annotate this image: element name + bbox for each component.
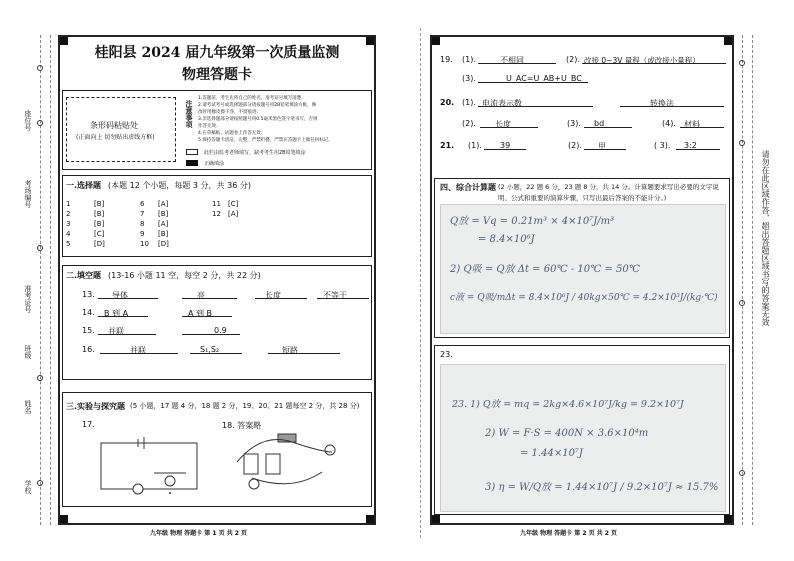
section2-title: 二.填空题 [66, 271, 102, 280]
hand-23-line-3: = 1.44×10⁷J [520, 448, 583, 459]
corner-mark [60, 515, 68, 523]
section3-desc: (5 小题，17 题 4 分，18 题 2 分，19、20、21 题每空 2 分，共 28 分) [130, 402, 360, 410]
class-label: 班级 [24, 345, 32, 359]
section4-title: 四、综合计算题 [440, 183, 496, 192]
q17-label: 17. [82, 420, 95, 429]
choice-question-number: 7 [140, 210, 145, 218]
choice-answer-bubble[interactable]: [D] [94, 240, 105, 248]
exam-subtitle: 物理答题卡 [182, 67, 252, 83]
choice-answer-bubble[interactable]: [B] [158, 210, 169, 218]
q15-number: 15. [82, 326, 95, 335]
choice-answer-bubble[interactable]: [A] [158, 200, 169, 208]
q19-answer-1: 不相同 [500, 56, 524, 65]
q13-answer-2: 亮 [197, 291, 205, 300]
corner-mark [724, 37, 732, 45]
q13-answer-1: 导体 [112, 291, 128, 300]
hand-23-line-4: 3) η = W/Q放 = 1.44×10⁷J / 9.2×10⁷J ≈ 15.7% [485, 482, 719, 493]
choice-answer-bubble[interactable]: [A] [228, 210, 239, 218]
room-label: 考场编号 [24, 180, 32, 208]
section4-desc: (2 小题，22 题 6 分，23 题 8 分，共 14 分。计算题要求写出必要的文字说明、公式和重要的演算步骤，只写出最后答案的不能计分。) [498, 183, 719, 202]
choice-answer-bubble[interactable]: [B] [94, 210, 105, 218]
seat-label: 座位号 [24, 110, 32, 131]
section-fill-blank [62, 265, 372, 380]
q20-number: 20. [440, 98, 455, 107]
page1-footer: 九年级 物理 答题卡 第 1 页 共 2 页 [150, 530, 248, 537]
hand-22-line-4: c液 = Q吸/mΔt = 8.4×10⁶J / 40kg×50℃ = 4.2×10³J/(kg·℃) [450, 293, 718, 303]
binding-hole [37, 480, 43, 486]
choice-question-number: 4 [66, 230, 71, 238]
q20-answer-4: bd [594, 119, 605, 128]
choice-answer-bubble[interactable]: [A] [158, 220, 169, 228]
binding-hole [37, 120, 43, 126]
q19-answer-2: 改接 0~3V 量程（或改接小量程） [584, 56, 700, 65]
notice-line: 改时用橡皮擦干净，不留痕迹； [198, 110, 261, 115]
circuit-diagram-q18 [232, 432, 344, 496]
q21-answer-2: 甲 [598, 142, 606, 151]
choice-answer-bubble[interactable]: [D] [158, 240, 169, 248]
q21-number: 21. [440, 141, 455, 150]
q13-answer-4: 不等于 [323, 291, 347, 300]
q16-number: 16. [82, 345, 95, 354]
school-label: 学校 [24, 480, 32, 494]
q15-answer-2: 0.9 [214, 326, 227, 335]
notice-line: 作答无效； [198, 124, 221, 129]
fill-note: 正确填涂 [204, 161, 225, 167]
corner-mark [366, 515, 374, 523]
barcode-label: 条形码粘贴处 [90, 121, 138, 130]
binding-hole [37, 245, 43, 251]
choice-question-number: 2 [66, 210, 71, 218]
q14-number: 14. [82, 308, 95, 317]
q13-number: 13. [82, 290, 95, 299]
q20-answer-5: 材料 [684, 120, 700, 129]
binding-hole [37, 65, 43, 71]
choice-answer-bubble[interactable]: [C] [228, 200, 239, 208]
choice-answer-bubble[interactable]: [B] [94, 220, 105, 228]
notice-line: 2.请考试考号或选择题部分请按题号用2B铅笔填涂方框，修 [198, 103, 317, 108]
right-side-note: 请勿在此区域作答，超出答题区域书写的答案无效 [761, 150, 770, 326]
section2-desc: (13-16 小题 11 空，每空 2 分，共 22 分) [108, 271, 261, 280]
binding-hole [37, 375, 43, 381]
page2-footer: 九年级 物理 答题卡 第 2 页 共 2 页 [520, 530, 618, 537]
q14-answer-2: A 到 B [188, 309, 213, 318]
corner-mark [432, 515, 440, 523]
hand-23-line-2: 2) W = F·S = 400N × 3.6×10⁴m [485, 428, 649, 439]
q16-answer-3: 短路 [282, 346, 298, 355]
section3-title: 三.实验与探究题 [66, 402, 126, 411]
section1-desc: (本题 12 个小题，每题 3 分，共 36 分) [108, 181, 251, 190]
q19-answer-3: U_AC=U_AB+U_BC [506, 74, 582, 83]
circuit-diagram-q17 [98, 435, 204, 495]
choice-question-number: 9 [140, 230, 145, 238]
choice-question-number: 10 [140, 240, 149, 248]
hand-22-line-1: Q放 = Vq = 0.21m³ × 4×10⁷J/m³ [450, 216, 615, 227]
hand-22-line-3: 2) Q吸 = Q放 Δt = 60℃ - 10℃ = 50℃ [450, 264, 640, 275]
q21-answer-3: 3:2 [684, 141, 697, 150]
q18-label: 18. 答案略 [222, 421, 262, 430]
hand-23-line-1: 23. 1) Q放 = mq = 2kg×4.6×10⁷J/kg = 9.2×10⁷J [452, 399, 684, 410]
q20-answer-1: 电流表示数 [482, 99, 522, 108]
name-label: 姓名 [24, 400, 32, 414]
choice-question-number: 6 [140, 200, 145, 208]
notice-line: 4.在草稿纸、试题卷上作答无效； [198, 131, 266, 136]
q16-answer-2: S₁,S₂ [200, 345, 220, 354]
q16-answer-1: 并联 [130, 346, 146, 355]
corner-mark [432, 37, 440, 45]
notice-title: 注意事项 [185, 100, 193, 128]
q13-answer-3: 长度 [265, 291, 281, 300]
choice-answer-bubble[interactable]: [B] [158, 230, 169, 238]
section1-title: 一.选择题 [66, 181, 102, 190]
binding-hole [739, 300, 745, 306]
hand-22-line-2: = 8.4×10⁶J [478, 234, 535, 245]
notice-line: 1.答题前，考生先将自己的姓名、准考证号填写清楚， [198, 96, 306, 101]
exam-no-label: 准考证号 [24, 285, 32, 313]
q14-answer-1: B 到 A [104, 309, 129, 318]
q23-label: 23. [440, 350, 453, 359]
choice-question-number: 5 [66, 240, 71, 248]
binding-hole [739, 470, 745, 476]
binding-hole [739, 140, 745, 146]
absent-checkbox[interactable] [186, 149, 198, 155]
notice-line: 3.非选择题部分请按照题号用0.5毫米黑色签字笔书写，否则 [198, 117, 318, 122]
q19-number: 19. [440, 55, 453, 64]
notice-line: 5.保持答题卡清洁，完整，严禁折叠，严禁在答题卡上做任何标记。 [198, 138, 333, 143]
notice-lines [198, 95, 370, 144]
choice-question-number: 12 [212, 210, 221, 218]
choice-answer-bubble[interactable]: [B] [94, 200, 105, 208]
choice-question-number: 3 [66, 220, 71, 228]
absent-note: 此栏由监考老师填写，缺考考生用2B铅笔填涂 [204, 150, 306, 156]
choice-question-number: 11 [212, 200, 221, 208]
binding-hole [739, 60, 745, 66]
exam-title: 桂阳县 2024 届九年级第一次质量监测 [94, 45, 340, 61]
barcode-note: (正面向上 切勿贴出虚线方框) [76, 134, 155, 141]
choice-question-number: 8 [140, 220, 145, 228]
q20-answer-3: 长度 [495, 120, 511, 129]
q21-answer-1: 39 [500, 141, 511, 150]
filled-example [186, 160, 198, 166]
q20-answer-2: 转换法 [650, 99, 674, 108]
choice-answer-bubble[interactable]: [C] [94, 230, 105, 238]
corner-mark [724, 515, 732, 523]
choice-question-number: 1 [66, 200, 71, 208]
q15-answer-1: 并联 [108, 327, 124, 336]
